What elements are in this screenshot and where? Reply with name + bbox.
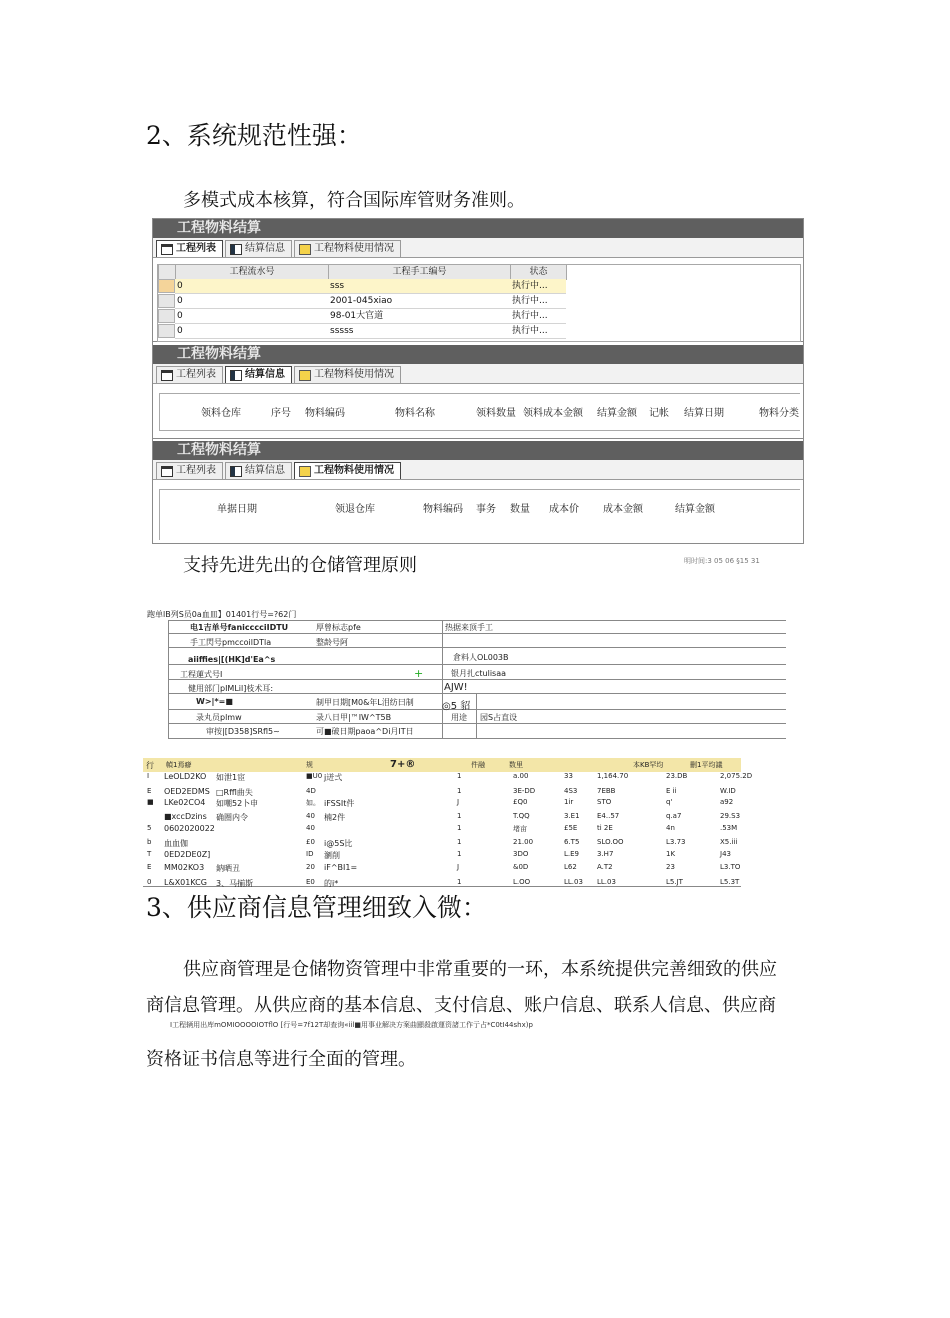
col-header: 领料数量 [476, 408, 516, 419]
grid-icon [230, 244, 242, 255]
table-cell: 1 [457, 838, 462, 846]
table-icon [161, 370, 173, 381]
table-header-cell: 件融 [471, 761, 485, 769]
table-cell: E [147, 863, 152, 871]
table-cell: W.ID [720, 787, 736, 795]
table-cell: b [147, 838, 152, 846]
tiny-text: I工程辆用出库mOMIOOOOIOTflO [行号=7f12T却查询«iil■用事业解决方案曲顯殺啟運资諸工作亍占*C0tI44shx)p [170, 1021, 533, 1029]
table-cell: A.T2 [597, 863, 613, 871]
col-header: 结算金额 [597, 408, 637, 419]
caption-small: 明时间:3 05 06 §15 31 [684, 557, 760, 565]
table-cell: E ii [666, 787, 677, 795]
table-cell: I [147, 772, 150, 780]
col-header: 成本价 [549, 504, 579, 515]
table-cell: 1K [666, 850, 676, 858]
table-cell: □Rffl曲失 [216, 788, 253, 797]
form-title: 跑单lB列S员0a血皿】01401行号=?62门 [147, 610, 297, 619]
form-field: aiiffies|[(HK]d'Ea^s [188, 655, 276, 664]
table-cell: 2001-045xiao [328, 294, 510, 309]
table-cell: L3.TO [720, 863, 741, 871]
table-cell: 20 [306, 863, 315, 871]
table-cell: 的i* [324, 879, 339, 888]
form-field: ◎5 貂 [442, 701, 471, 712]
grid-icon [230, 466, 242, 477]
tab-bar [153, 460, 803, 480]
chart-icon [299, 466, 311, 477]
table-cell: ■U0 [306, 772, 323, 780]
col-header: 物料名称 [395, 408, 435, 419]
col-header: 领退仓库 [335, 504, 375, 515]
table-cell: 23 [666, 863, 675, 871]
form-field: W>|*=■ [196, 697, 233, 706]
table-cell: L62 [564, 863, 577, 871]
form-field: 录八日甲|™IW^T5B [316, 713, 392, 722]
table-cell: E [147, 787, 152, 795]
table-cell: J [457, 798, 460, 806]
table-cell: j迸弍 [324, 773, 343, 782]
tab-project-list[interactable]: 工程列表 [156, 366, 223, 383]
table-cell: 5 [147, 824, 152, 832]
screenshot-panel [152, 218, 804, 544]
table-icon [161, 244, 173, 255]
table-cell: 1ir [564, 798, 574, 806]
table-cell: 楠2件 [324, 813, 346, 822]
table-cell: LKe02CO4 [164, 798, 206, 807]
table-cell: 3、马揃斯 [216, 879, 254, 888]
paragraph: 供应商管理是仓储物资管理中非常重要的一环，本系统提供完善细致的供应 [183, 959, 777, 980]
table-cell: 1 [457, 850, 462, 858]
col-header: 物料编码 [305, 408, 345, 419]
col-header: 状态 [510, 264, 567, 280]
table-header-cell: 本KB罕均 [633, 761, 664, 769]
table-cell: q.a7 [666, 812, 682, 820]
section-heading: 3、供应商信息管理细致入微： [146, 893, 487, 922]
table-cell: J43 [720, 850, 731, 858]
table-cell: E4..57 [597, 812, 620, 820]
table-cell: 4D [306, 787, 316, 795]
table-cell: 血血伽 [164, 839, 188, 848]
table-cell: 1 [457, 812, 462, 820]
table-cell: L5.3T [720, 878, 740, 886]
table-cell: 2,075.2D [720, 772, 753, 780]
table-cell: 如嘲52卜申 [216, 799, 259, 808]
table-cell: £0 [306, 838, 315, 846]
table-cell: E0 [306, 878, 315, 886]
table-cell: 如泄1宦 [216, 773, 246, 782]
col-header: 领料成本金额 [523, 408, 583, 419]
table-cell: 1 [457, 824, 462, 832]
table-cell: ti 2E [597, 824, 613, 832]
tab-settlement[interactable]: 结算信息 [225, 366, 292, 383]
paragraph: 商信息管理。从供应商的基本信息、支付信息、账户信息、联系人信息、供应商 [146, 995, 776, 1016]
table-cell: 23.DB [666, 772, 688, 780]
table-cell: 40 [306, 824, 315, 832]
section-heading: 2、系统规范性强： [146, 121, 362, 150]
usage-grid [153, 480, 803, 540]
table-cell: T.QQ [513, 812, 530, 820]
table-cell: J [457, 863, 460, 871]
tab-settlement[interactable]: 结算信息 [225, 462, 292, 479]
table-cell: 29.S3 [720, 812, 741, 820]
panel-title: 工程物料结算 [153, 345, 803, 364]
table-cell: iFSSIt件 [324, 799, 355, 808]
table-cell: ID [306, 850, 314, 858]
table-cell: L.OO [513, 878, 531, 886]
form-field: 园S占直设 [480, 713, 518, 722]
table-cell: 1 [457, 878, 462, 886]
table-cell: 执行中... [510, 324, 566, 339]
table-cell: 0 [175, 309, 328, 324]
tab-bar [153, 238, 803, 258]
form-field: AJW! [444, 682, 468, 693]
table-cell: &0D [513, 863, 529, 871]
table-cell: sss [328, 279, 510, 294]
table-cell: L.E9 [564, 850, 580, 858]
settlement-grid [153, 384, 803, 439]
row-selector[interactable] [158, 309, 175, 323]
form-field: 电1吉单号fanicccciIDTU [190, 623, 289, 632]
col-header: 物料分类 [759, 408, 799, 419]
plus-icon[interactable]: + [414, 667, 424, 680]
table-cell: L5.JT [666, 878, 683, 886]
table-cell: L&X01KCG [164, 878, 207, 887]
paragraph: 多模式成本核算，符合国际库管财务准则。 [183, 190, 525, 211]
table-cell: 3.E1 [564, 812, 580, 820]
table-header-cell: 幀1焉癖 [166, 761, 192, 769]
table-cell: 瀏削 [324, 851, 340, 860]
form-field: 审按|[D358]SRfl5~ [206, 727, 280, 736]
form-field: 整龄号阿 [316, 638, 348, 647]
table-cell: 鈉晒丑 [216, 864, 240, 873]
table-cell: T [147, 850, 152, 858]
form-field: 录丸员plmw [196, 713, 242, 722]
table-cell: MM02KO3 [164, 863, 205, 872]
table-cell: 21.00 [513, 838, 534, 846]
col-header: 记帐 [649, 408, 669, 419]
caption: 支持先进先出的仓储管理原则 [183, 555, 417, 576]
table-icon [161, 466, 173, 477]
col-header: 结算金额 [675, 504, 715, 515]
col-header: 结算日期 [684, 408, 724, 419]
col-header: 物料编码 [423, 504, 463, 515]
panel-title: 工程物料结算 [153, 441, 803, 460]
table-cell: 3.H7 [597, 850, 614, 858]
col-header: 成本金额 [603, 504, 643, 515]
table-cell: SLO.OO [597, 838, 624, 846]
table-cell: a92 [720, 798, 734, 806]
table-cell: STO [597, 798, 612, 806]
table-cell: OED2EDMS [164, 787, 210, 796]
table-cell: £Q0 [513, 798, 528, 806]
table-cell: 0 [175, 324, 328, 339]
table-cell: 如。 [306, 799, 320, 807]
project-grid [153, 258, 803, 342]
tab-usage[interactable]: 工程物料使用情况 [294, 462, 401, 479]
tab-usage[interactable]: 工程物料使用情况 [294, 366, 401, 383]
table-cell: 4n [666, 824, 675, 832]
table-cell: q' [666, 798, 673, 806]
table-cell: 7EBB [597, 787, 616, 795]
col-header: 数量 [510, 504, 530, 515]
chart-icon [299, 244, 311, 255]
tab-project-list[interactable]: 工程列表 [156, 462, 223, 479]
col-header: 事务 [476, 504, 496, 515]
form-field: 制甲日期[M0&年L泪纺曰制 [316, 698, 414, 707]
col-header: 领料仓库 [201, 408, 241, 419]
table-cell: 33 [564, 772, 573, 780]
form-field: 倉料人OL003B [453, 653, 509, 662]
table-cell: 98-01大官道 [328, 309, 510, 324]
table-cell: 0 [175, 294, 328, 309]
table-cell: 4S3 [564, 787, 578, 795]
tab-usage[interactable]: 工程物料使用情况 [294, 240, 401, 257]
table-cell: 0 [147, 878, 152, 886]
table-cell: 40 [306, 812, 315, 820]
table-cell: £5E [564, 824, 578, 832]
panel-title: 工程物料结算 [153, 219, 803, 238]
tab-project-list[interactable]: 工程列表 [156, 240, 223, 257]
form-field: 健用部门pIMLil]枝术耳: [188, 684, 274, 693]
row-selector[interactable] [158, 279, 175, 293]
paragraph: 资格证书信息等进行全面的管理。 [146, 1049, 416, 1070]
form-field: 厚曾标志pfe [316, 623, 361, 632]
table-cell: 3E-DD [513, 787, 536, 795]
form-field: 手工閃号pmccoilDTla [190, 638, 272, 647]
form-field: 工程蓮式号I [180, 670, 223, 679]
table-cell: 1 [457, 772, 462, 780]
form-field: 用途 [451, 713, 467, 722]
table-cell: ■xccDzins [164, 812, 207, 821]
table-header-cell: 规 [306, 761, 313, 769]
table-cell: X5.iii [720, 838, 738, 846]
table-cell: 0 [175, 279, 328, 294]
table-cell: 执行中... [510, 279, 566, 294]
table-cell: LL.03 [564, 878, 583, 886]
table-cell: 1,164.70 [597, 772, 629, 780]
form-field: 银月扎ctulisaa [451, 669, 507, 678]
table-cell: 0602020022 [164, 824, 215, 833]
table-header-cell: 7+® [390, 759, 416, 770]
table-cell: 执行中... [510, 294, 566, 309]
col-header: 单据日期 [217, 504, 257, 515]
chart-icon [299, 370, 311, 381]
col-header: 工程流水号 [175, 264, 329, 280]
table-cell: ■ [147, 798, 154, 806]
table-cell: i@5S比 [324, 839, 353, 848]
table-cell: 3DO [513, 850, 529, 858]
table-cell: a.00 [513, 772, 529, 780]
tab-settlement[interactable]: 结算信息 [225, 240, 292, 257]
table-cell: iF^BI1= [324, 863, 358, 872]
table-cell: LeOLD2KO [164, 772, 207, 781]
table-cell: 0ED2DE0Z] [164, 850, 211, 859]
table-cell: .53M [720, 824, 738, 832]
table-header-cell: 行 [146, 761, 154, 770]
tab-bar [153, 364, 803, 384]
table-cell: 确圈内令 [216, 813, 248, 822]
row-selector[interactable] [158, 324, 175, 338]
table-cell: 堵亩 [513, 825, 527, 833]
table-header-cell: 数里 [509, 761, 523, 769]
col-header: 序号 [271, 408, 291, 419]
table-cell: 执行中... [510, 309, 566, 324]
grid-icon [230, 370, 242, 381]
col-header: 工程手工编号 [328, 264, 511, 280]
table-cell: 6.T5 [564, 838, 580, 846]
table-cell: sssss [328, 324, 510, 339]
table-cell: LL.03 [597, 878, 616, 886]
table-cell: 1 [457, 787, 462, 795]
table-cell: L3.73 [666, 838, 686, 846]
table-header-cell: 刪1平均議 [690, 761, 723, 769]
form-field: 可■破日期paoa^Di月IT日 [316, 727, 414, 736]
row-selector[interactable] [158, 294, 175, 308]
form-field: 热据来顶手工 [445, 623, 493, 632]
